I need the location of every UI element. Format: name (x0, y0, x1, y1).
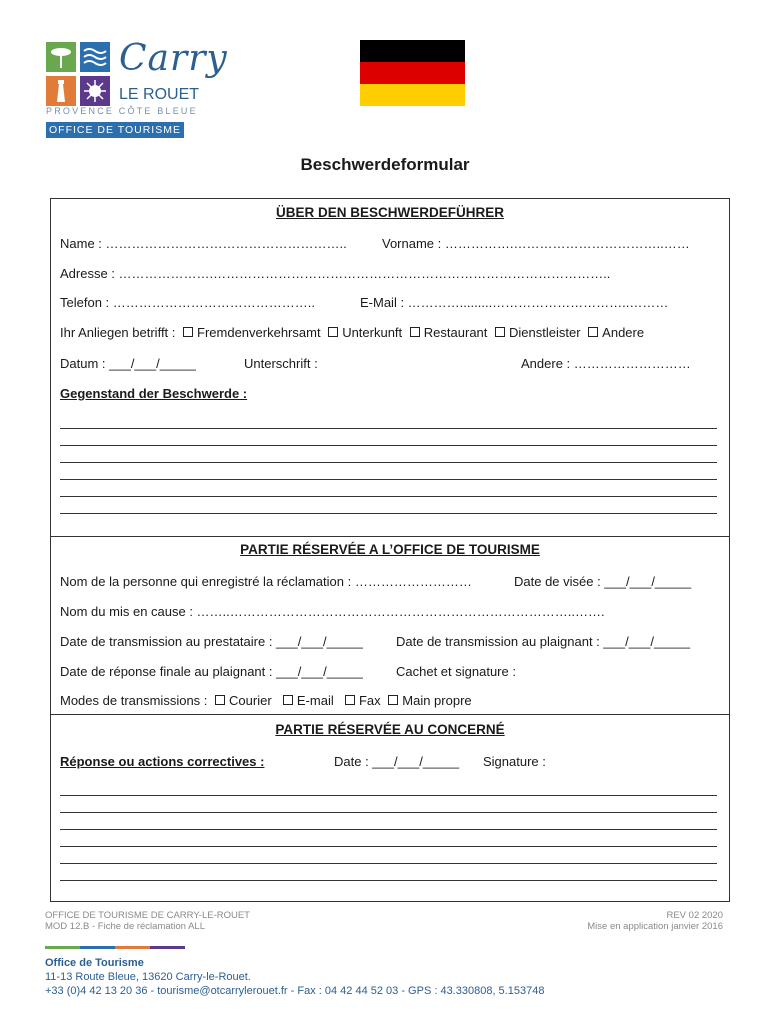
page-title: Beschwerdeformular (300, 155, 470, 174)
gegenstand-label: Gegenstand der Beschwerde : (60, 386, 248, 401)
name-field[interactable]: Name : ……………………………………………….. (60, 236, 347, 251)
reponse-label: Réponse ou actions correctives : (60, 754, 265, 769)
logo-script-text: Carry (119, 38, 228, 79)
response-line[interactable] (60, 795, 717, 796)
reponse-finale-field[interactable]: Date de réponse finale au plaignant : ___/___/_____ (60, 664, 363, 679)
footer-address: 11-13 Route Bleue, 13620 Carry-le-Rouet. (45, 971, 251, 983)
footer-bar-blue (80, 946, 115, 949)
checkbox-main-propre[interactable] (388, 695, 398, 705)
office-logo (44, 40, 234, 140)
modes-label: Modes de transmissions : (60, 693, 208, 708)
response-line[interactable] (60, 829, 717, 830)
date-visee-field[interactable]: Date de visée : ___/___/_____ (514, 574, 692, 589)
footer-application-date: Mise en application janvier 2016 (587, 921, 723, 932)
datum-field[interactable]: Datum : ___/___/_____ (60, 356, 196, 371)
unterschrift-field[interactable]: Unterschrift : (244, 356, 318, 371)
nom-personne-field[interactable]: Nom de la personne qui enregistré la réclamation : ……………………… (60, 574, 472, 589)
lighthouse-icon (46, 76, 76, 106)
flag-stripe-black (360, 40, 465, 62)
flag-stripe-gold (360, 84, 465, 106)
checkbox-courier[interactable] (215, 695, 225, 705)
response-line[interactable] (60, 812, 717, 813)
logo-office-badge: OFFICE DE TOURISME (46, 122, 184, 138)
checkbox-restaurant[interactable] (410, 327, 420, 337)
logo-le-rouet: LE ROUET (119, 86, 200, 103)
complaint-line[interactable] (60, 479, 717, 480)
section-complainant-heading: ÜBER DEN BESCHWERDEFÜHRER (275, 205, 504, 220)
checkbox-dienstleister[interactable] (495, 327, 505, 337)
waves-icon (80, 42, 110, 72)
telefon-field[interactable]: Telefon : ……………………………………….. (60, 295, 315, 310)
date-concerned-field[interactable]: Date : ___/___/_____ (334, 754, 460, 769)
adresse-field[interactable]: Adresse : ………………….……………………………………………………………………………….. (60, 266, 611, 281)
cachet-field[interactable]: Cachet et signature : (396, 664, 516, 679)
checkbox-andere[interactable] (588, 327, 598, 337)
logo-provence: PROVENCE CÔTE BLEUE (46, 106, 198, 116)
complaint-line[interactable] (60, 496, 717, 497)
section-concerned-heading: PARTIE RÉSERVÉE AU CONCERNÉ (275, 722, 505, 737)
flag-stripe-red (360, 62, 465, 84)
german-flag (360, 40, 465, 106)
umbrella-pine-icon (46, 42, 76, 72)
checkbox-fremdenverkehrsamt[interactable] (183, 327, 193, 337)
checkbox-unterkunft[interactable] (328, 327, 338, 337)
response-line[interactable] (60, 880, 717, 881)
modes-row: Modes de transmissions : Courier E-mail Fax Main propre (60, 693, 472, 708)
nom-mis-field[interactable]: Nom du mis en cause : ……..……………………………………………………………………..……. (60, 604, 605, 619)
footer-office-name: OFFICE DE TOURISME DE CARRY-LE-ROUET (45, 910, 250, 921)
footer-revision: REV 02 2020 (666, 910, 723, 921)
response-line[interactable] (60, 863, 717, 864)
signature-concerned-field[interactable]: Signature : (483, 754, 546, 769)
section-divider-2 (50, 714, 730, 715)
sea-urchin-icon (80, 76, 110, 106)
complaint-line[interactable] (60, 513, 717, 514)
anliegen-row: Ihr Anliegen betrifft : Fremdenverkehrsamt Unterkunft Restaurant Dienstleister Andere (60, 325, 645, 340)
footer-mod-ref: MOD 12.B - Fiche de réclamation ALL (45, 921, 205, 932)
complaint-line[interactable] (60, 445, 717, 446)
vorname-field[interactable]: Vorname : …………….……………………………..…… (382, 236, 690, 251)
section-office-heading: PARTIE RÉSERVÉE A L’OFFICE DE TOURISME (240, 542, 540, 557)
section-divider-1 (50, 536, 730, 537)
footer-bar-purple (150, 946, 185, 949)
footer-office-title: Office de Tourisme (45, 957, 144, 969)
footer-bar-green (45, 946, 80, 949)
anliegen-label: Ihr Anliegen betrifft : (60, 325, 176, 340)
checkbox-email[interactable] (283, 695, 293, 705)
response-line[interactable] (60, 846, 717, 847)
andere-field[interactable]: Andere : ……………………… (521, 356, 691, 371)
footer-bar-orange (115, 946, 150, 949)
email-field[interactable]: E-Mail : ………….........…………………………..……… (360, 295, 669, 310)
transmission-plaignant-field[interactable]: Date de transmission au plaignant : ___/___/_____ (396, 634, 691, 649)
transmission-prestataire-field[interactable]: Date de transmission au prestataire : ___/___/_____ (60, 634, 363, 649)
complaint-line[interactable] (60, 462, 717, 463)
footer-contact: +33 (0)4 42 13 20 36 - tourisme@otcarrylerouet.fr - Fax : 04 42 44 52 03 - GPS : 43.330808, 5.153748 (45, 985, 545, 997)
complaint-line[interactable] (60, 428, 717, 429)
checkbox-fax[interactable] (345, 695, 355, 705)
